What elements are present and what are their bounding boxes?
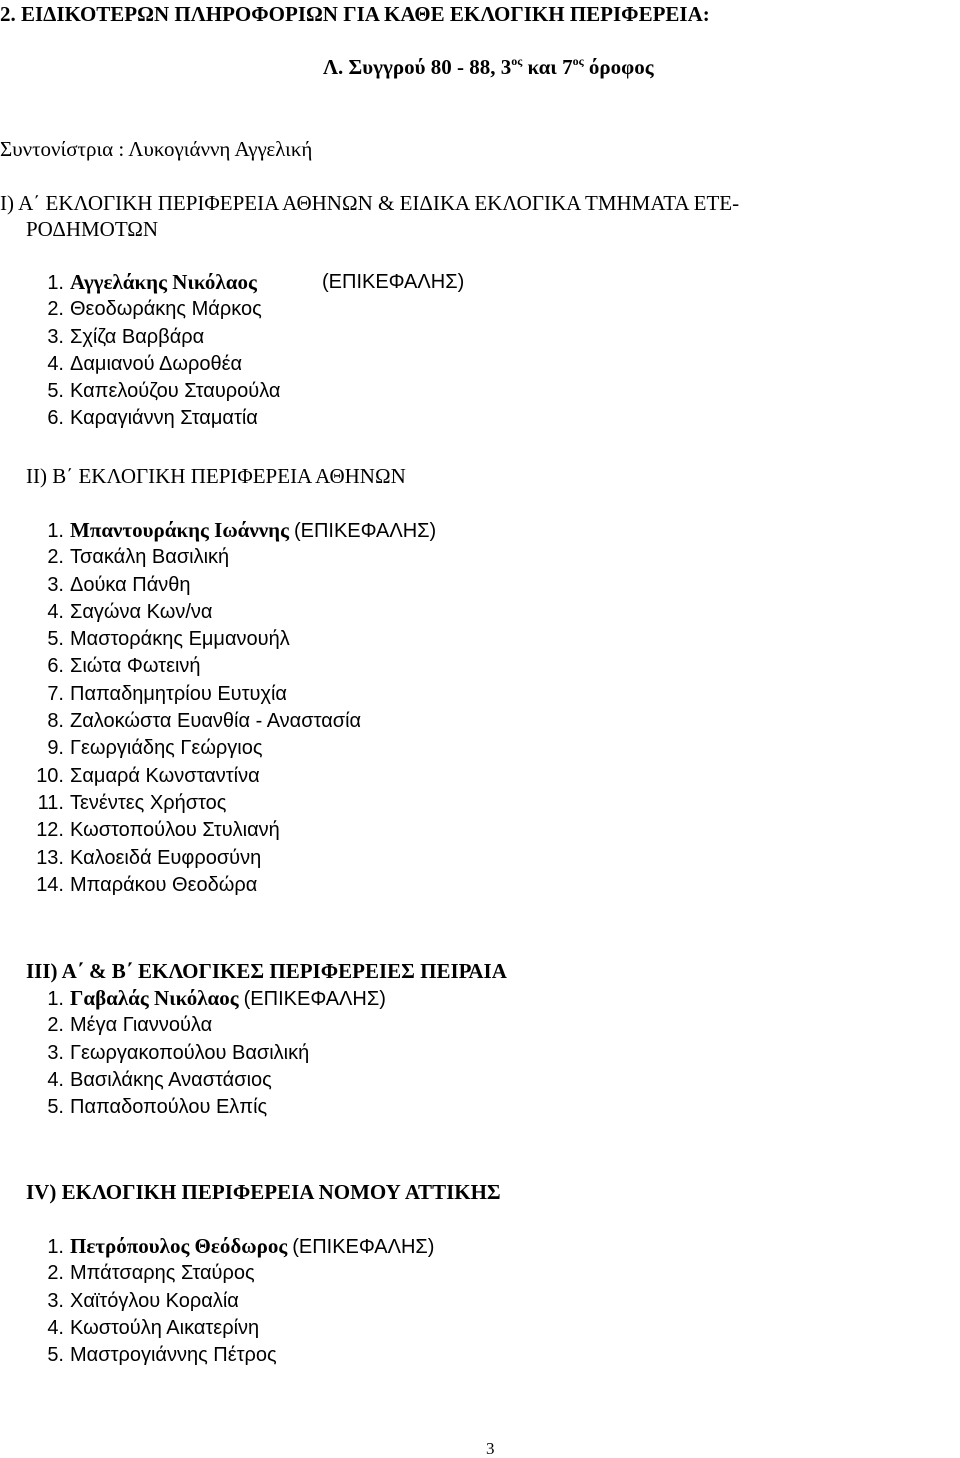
section-2-title: ΙΙ) Β΄ ΕΚΛΟΓΙΚΗ ΠΕΡΙΦΕΡΕΙΑ ΑΘΗΝΩΝ [26, 464, 406, 488]
list-item [26, 1288, 434, 1315]
section-4-list [26, 1233, 434, 1369]
member-name: Γεωργακοπούλου Βασιλική [70, 1041, 310, 1064]
page-number: 3 [486, 1439, 495, 1458]
section-3-list [26, 985, 386, 1121]
item-number: 4. [47, 1068, 64, 1091]
member-name: Γαβαλάς Νικόλαος [70, 986, 239, 1010]
list-item [26, 790, 436, 817]
member-name: Σιώτα Φωτεινή [70, 655, 201, 678]
role-label: (ΕΠΙΚΕΦΑΛΗΣ) [322, 271, 465, 293]
list-item [26, 599, 436, 626]
member-name: Μαστοράκης Εμμανουήλ [70, 628, 290, 651]
list-item [26, 845, 436, 872]
list-item [26, 626, 436, 653]
item-number: 12. [36, 819, 64, 842]
item-number: 1. [47, 272, 64, 294]
member-name: Αγγελάκης Νικόλαος [70, 270, 257, 294]
item-number: 2. [47, 546, 64, 569]
list-item [26, 681, 436, 708]
member-name: Θεοδωράκης Μάρκος [70, 298, 262, 321]
list-item [26, 735, 436, 762]
list-item [26, 544, 436, 571]
list-item [26, 1315, 434, 1342]
section-4-title: ΙV) ΕΚΛΟΓΙΚΗ ΠΕΡΙΦΕΡΕΙΑ ΝΟΜΟΥ ΑΤΤΙΚΗΣ [26, 1180, 501, 1204]
list-item [26, 378, 280, 405]
member-name: Τενέντες Χρήστος [70, 791, 227, 814]
item-number: 9. [47, 737, 64, 760]
role-label: (ΕΠΙΚΕΦΑΛΗΣ) [292, 1236, 435, 1258]
address-line [323, 54, 654, 79]
address-sup-2: ος [572, 54, 584, 68]
item-number: 14. [36, 873, 64, 896]
item-number: 10. [36, 764, 64, 787]
list-item [26, 324, 280, 351]
item-number: 6. [47, 655, 64, 678]
member-name: Σαμαρά Κωνσταντίνα [70, 764, 260, 787]
item-number: 5. [47, 1344, 64, 1367]
member-name: Γεωργιάδης Γεώργιος [70, 737, 263, 760]
member-name: Σχίζα Βαρβάρα [70, 325, 205, 348]
list-item [26, 817, 436, 844]
item-number: 8. [47, 710, 64, 733]
item-number: 2. [47, 298, 64, 321]
section-1-title: Ι) Α΄ ΕΚΛΟΓΙΚΗ ΠΕΡΙΦΕΡΕΙΑ ΑΘΗΝΩΝ & ΕΙΔΙΚΑ ΕΚΛΟΓΙΚΑ ΤΜΗΜΑΤΑ ΕΤΕ- [0, 191, 740, 215]
member-name: Μπαντουράκης Ιωάννης [70, 518, 289, 542]
list-item [26, 872, 436, 899]
list-item [26, 708, 436, 735]
member-name: Βασιλάκης Αναστάσιος [70, 1068, 272, 1091]
list-item [26, 572, 436, 599]
list-item [26, 296, 280, 323]
member-name: Μέγα Γιαννούλα [70, 1014, 213, 1037]
item-number: 3. [47, 1289, 64, 1312]
list-item [26, 405, 280, 432]
item-number: 1. [47, 1236, 64, 1258]
item-number: 3. [47, 573, 64, 596]
item-number: 6. [47, 407, 64, 430]
list-item [26, 1260, 434, 1287]
item-number: 3. [47, 325, 64, 348]
list-item [26, 269, 465, 296]
section-1-title-cont: ΡΟΔΗΜΟΤΩΝ [26, 217, 159, 241]
list-item [26, 1040, 386, 1067]
list-item [26, 1342, 434, 1369]
address-sup-1: ος [511, 54, 523, 68]
member-name: Κωστοπούλου Στυλιανή [70, 819, 280, 842]
address-part-2: και 7 [522, 55, 573, 79]
role-label: (ΕΠΙΚΕΦΑΛΗΣ) [243, 988, 386, 1010]
member-name: Καλοειδά Ευφροσύνη [70, 846, 262, 869]
document-heading: 2. ΕΙΔΙΚΟΤΕΡΩΝ ΠΛΗΡΟΦΟΡΙΩΝ ΓΙΑ ΚΑΘΕ ΕΚΛΟΓΙΚΗ ΠΕΡΙΦΕΡΕΙΑ: [0, 2, 710, 26]
item-number: 5. [47, 380, 64, 403]
list-item [26, 1067, 386, 1094]
member-name: Ζαλοκώστα Ευανθία - Αναστασία [70, 710, 362, 733]
member-name: Μπαράκου Θεοδώρα [70, 873, 258, 896]
list-item [26, 1094, 386, 1121]
member-name: Παπαδημητρίου Ευτυχία [70, 682, 287, 705]
list-item [26, 351, 280, 378]
item-number: 13. [36, 846, 64, 869]
list-item [26, 985, 386, 1012]
item-number: 5. [47, 628, 64, 651]
member-name: Καπελούζου Σταυρούλα [70, 380, 281, 403]
item-number: 4. [47, 1316, 64, 1339]
list-item [26, 653, 436, 680]
member-name: Πετρόπουλος Θεόδωρος [70, 1234, 288, 1258]
section-3-title: ΙΙΙ) Α΄ & Β΄ ΕΚΛΟΓΙΚΕΣ ΠΕΡΙΦΕΡΕΙΕΣ ΠΕΙΡΑΙΑ [26, 959, 507, 983]
list-item [26, 1233, 434, 1260]
item-number: 11. [37, 791, 64, 814]
address-part-1: Λ. Συγγρού 80 - 88, 3 [323, 55, 512, 79]
member-name: Παπαδοπούλου Ελπίς [70, 1096, 268, 1119]
item-number: 1. [47, 520, 64, 542]
item-number: 5. [47, 1096, 64, 1119]
member-name: Καραγιάννη Σταματία [70, 407, 258, 430]
section-1-list [26, 269, 465, 433]
item-number: 7. [47, 682, 64, 705]
item-number: 3. [47, 1041, 64, 1064]
role-label: (ΕΠΙΚΕΦΑΛΗΣ) [293, 520, 437, 542]
member-name: Τσακάλη Βασιλική [70, 546, 230, 569]
member-name: Δαμιανού Δωροθέα [70, 352, 243, 375]
member-name: Δούκα Πάνθη [70, 573, 191, 596]
item-number: 4. [47, 352, 64, 375]
list-item [26, 763, 436, 790]
member-name: Χαϊτόγλου Κοραλία [70, 1289, 239, 1312]
coordinator-line: Συντονίστρια : Λυκογιάννη Αγγελική [0, 137, 313, 161]
member-name: Μπάτσαρης Σταύρος [70, 1262, 255, 1285]
item-number: 2. [47, 1014, 64, 1037]
item-number: 4. [47, 600, 64, 623]
member-name: Κωστούλη Αικατερίνη [70, 1316, 260, 1339]
item-number: 1. [47, 988, 64, 1010]
member-name: Μαστρογιάννης Πέτρος [70, 1344, 277, 1367]
section-2-list [26, 517, 436, 899]
list-item [26, 517, 436, 544]
member-name: Σαγώνα Κων/να [70, 600, 213, 623]
address-part-3: όροφος [583, 55, 654, 79]
list-item [26, 1012, 386, 1039]
item-number: 2. [47, 1262, 64, 1285]
